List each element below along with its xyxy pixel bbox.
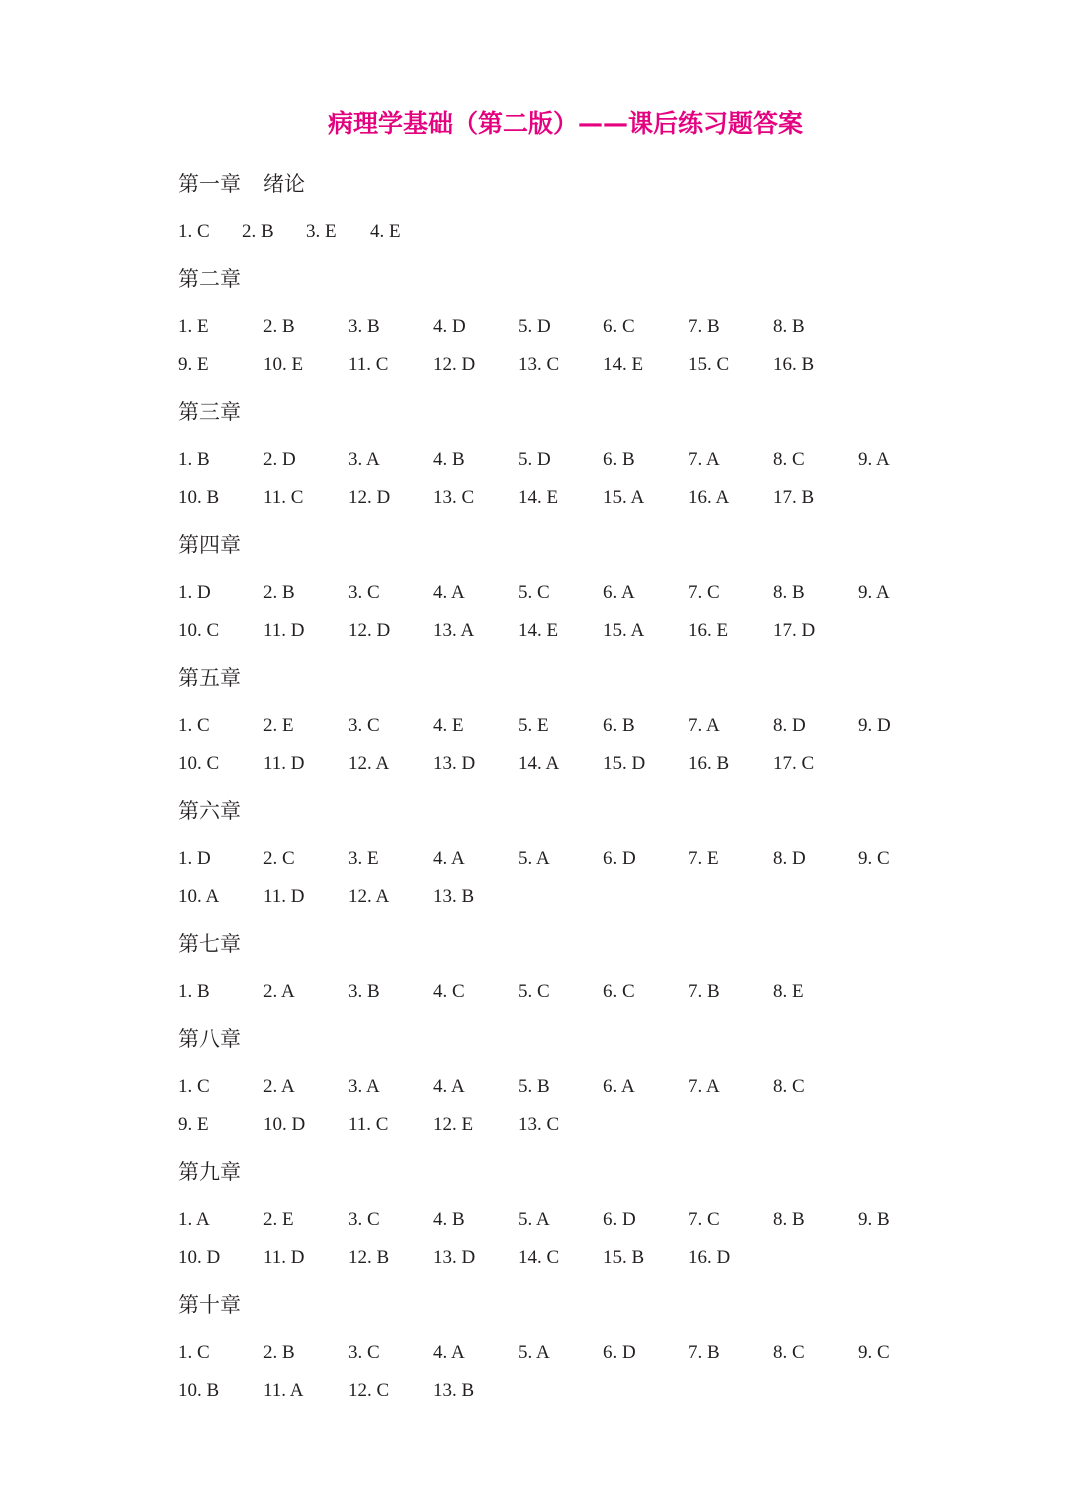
answer-item: 14. E [603, 354, 644, 375]
chapter-name: 绪论 [263, 172, 305, 196]
answer-item: 8. C [773, 1076, 805, 1097]
answer-item: 5. B [518, 1076, 550, 1097]
answer-item: 16. E [688, 620, 729, 641]
answer-item: 10. D [178, 1247, 221, 1268]
answer-item: 8. C [773, 449, 805, 470]
answer-row [178, 1106, 958, 1144]
answer-item: 6. D [603, 848, 636, 869]
chapter-section [178, 1021, 958, 1144]
answer-item: 7. B [688, 316, 720, 337]
chapter-heading [178, 1021, 958, 1057]
answer-item: 12. C [348, 1380, 390, 1401]
answer-row [178, 707, 958, 745]
answer-item: 3. A [348, 449, 380, 470]
answer-item: 14. C [518, 1247, 560, 1268]
answer-item: 6. C [603, 316, 635, 337]
answer-item: 10. B [178, 1380, 220, 1401]
answer-item: 9. C [858, 1342, 890, 1363]
chapter-number: 第八章 [178, 1027, 241, 1051]
answer-item: 2. A [263, 981, 295, 1002]
answer-item: 5. A [518, 1342, 550, 1363]
answer-item: 12. D [348, 620, 391, 641]
answer-item: 4. E [433, 715, 464, 736]
answer-item: 15. B [603, 1247, 645, 1268]
answer-item: 15. D [603, 753, 646, 774]
chapter-heading [178, 394, 958, 430]
answer-item: 2. D [263, 449, 296, 470]
answer-item: 4. A [433, 582, 465, 603]
chapter-number: 第十章 [178, 1293, 241, 1317]
answer-item: 16. A [688, 487, 730, 508]
answer-item: 3. E [306, 221, 337, 242]
answer-item: 17. D [773, 620, 816, 641]
answer-row [178, 574, 958, 612]
answer-item: 9. B [858, 1209, 890, 1230]
answer-item: 8. B [773, 1209, 805, 1230]
answer-item: 3. A [348, 1076, 380, 1097]
answer-item: 11. D [263, 620, 305, 641]
answer-item: 9. E [178, 354, 209, 375]
answer-item: 2. A [263, 1076, 295, 1097]
chapter-heading [178, 527, 958, 563]
answer-item: 12. D [433, 354, 476, 375]
answer-row [178, 878, 958, 916]
answer-item: 1. C [178, 715, 210, 736]
answer-item: 10. A [178, 886, 220, 907]
answer-item: 10. B [178, 487, 220, 508]
answer-item: 2. B [263, 582, 295, 603]
answer-item: 16. B [773, 354, 815, 375]
answer-item: 13. D [433, 1247, 476, 1268]
chapter-number: 第九章 [178, 1160, 241, 1184]
answer-item: 6. D [603, 1342, 636, 1363]
answer-item: 5. C [518, 981, 550, 1002]
answer-item: 15. C [688, 354, 730, 375]
answer-item: 4. B [433, 449, 465, 470]
answer-item: 13. C [518, 1114, 560, 1135]
answer-item: 1. A [178, 1209, 210, 1230]
chapter-number: 第二章 [178, 267, 241, 291]
answer-item: 5. E [518, 715, 549, 736]
chapter-section [178, 166, 958, 251]
answer-item: 7. B [688, 981, 720, 1002]
answer-item: 3. B [348, 316, 380, 337]
answer-item: 3. C [348, 1209, 380, 1230]
answer-item: 2. E [263, 1209, 294, 1230]
answer-item: 6. D [603, 1209, 636, 1230]
answer-item: 7. B [688, 1342, 720, 1363]
answer-item: 9. E [178, 1114, 209, 1135]
answer-item: 1. D [178, 582, 211, 603]
answer-item: 6. A [603, 582, 635, 603]
chapter-heading [178, 660, 958, 696]
chapter-section [178, 261, 958, 384]
answer-row [178, 479, 958, 517]
chapter-number: 第三章 [178, 400, 241, 424]
answer-item: 5. A [518, 1209, 550, 1230]
answer-row [178, 441, 958, 479]
answer-item: 17. B [773, 487, 815, 508]
answer-item: 11. C [348, 354, 389, 375]
chapter-number: 第一章 [178, 172, 241, 196]
answer-item: 13. C [518, 354, 560, 375]
answer-item: 14. A [518, 753, 560, 774]
answer-item: 4. A [433, 1076, 465, 1097]
answer-row [178, 1068, 958, 1106]
answer-item: 12. E [433, 1114, 474, 1135]
answer-row [178, 308, 958, 346]
chapter-heading [178, 1287, 958, 1323]
answer-item: 8. D [773, 715, 806, 736]
chapter-heading [178, 1154, 958, 1190]
chapter-heading [178, 793, 958, 829]
answer-item: 11. D [263, 1247, 305, 1268]
answer-row [178, 612, 958, 650]
answer-item: 4. A [433, 1342, 465, 1363]
answer-item: 10. D [263, 1114, 306, 1135]
answer-item: 4. C [433, 981, 465, 1002]
answer-item: 2. B [263, 316, 295, 337]
chapter-section [178, 793, 958, 916]
answer-item: 3. C [348, 715, 380, 736]
answer-item: 7. C [688, 582, 720, 603]
answer-row [178, 745, 958, 783]
answer-row [178, 840, 958, 878]
answer-item: 6. A [603, 1076, 635, 1097]
answer-item: 10. C [178, 753, 220, 774]
answer-item: 5. D [518, 316, 551, 337]
answer-item: 5. C [518, 582, 550, 603]
answer-item: 9. A [858, 582, 890, 603]
answer-item: 17. C [773, 753, 815, 774]
answer-item: 9. D [858, 715, 891, 736]
answer-item: 8. D [773, 848, 806, 869]
answer-item: 6. B [603, 449, 635, 470]
answer-item: 14. E [518, 620, 559, 641]
chapter-section [178, 527, 958, 650]
chapters-list [178, 166, 958, 1420]
answer-item: 15. A [603, 620, 645, 641]
answer-item: 3. B [348, 981, 380, 1002]
answer-item: 1. B [178, 449, 210, 470]
answer-item: 7. E [688, 848, 719, 869]
answer-item: 2. E [263, 715, 294, 736]
answer-item: 4. B [433, 1209, 465, 1230]
answer-item: 8. C [773, 1342, 805, 1363]
chapter-heading [178, 166, 958, 202]
answer-item: 1. C [178, 1342, 210, 1363]
answer-item: 2. C [263, 848, 295, 869]
answer-item: 4. D [433, 316, 466, 337]
answer-item: 8. B [773, 316, 805, 337]
answer-item: 11. D [263, 886, 305, 907]
answer-item: 5. D [518, 449, 551, 470]
chapter-number: 第六章 [178, 799, 241, 823]
answer-item: 7. A [688, 715, 720, 736]
answer-row [178, 1334, 958, 1372]
answer-item: 1. B [178, 981, 210, 1002]
answer-item: 6. C [603, 981, 635, 1002]
answer-item: 12. A [348, 886, 390, 907]
chapter-heading [178, 261, 958, 297]
chapter-number: 第四章 [178, 533, 241, 557]
answer-item: 11. A [263, 1380, 304, 1401]
answer-item: 5. A [518, 848, 550, 869]
chapter-section [178, 394, 958, 517]
answer-item: 3. C [348, 582, 380, 603]
answer-item: 11. C [263, 487, 304, 508]
answer-item: 3. C [348, 1342, 380, 1363]
answer-item: 11. C [348, 1114, 389, 1135]
answer-item: 8. B [773, 582, 805, 603]
answer-item: 16. B [688, 753, 730, 774]
answer-item: 4. A [433, 848, 465, 869]
answer-item: 13. D [433, 753, 476, 774]
chapter-number: 第七章 [178, 932, 241, 956]
answer-item: 13. A [433, 620, 475, 641]
chapter-section [178, 660, 958, 783]
answer-item: 11. D [263, 753, 305, 774]
answer-item: 15. A [603, 487, 645, 508]
answer-item: 1. D [178, 848, 211, 869]
answer-item: 10. E [263, 354, 304, 375]
chapter-section [178, 926, 958, 1011]
answer-item: 12. B [348, 1247, 390, 1268]
answer-item: 4. E [370, 221, 401, 242]
answer-item: 1. E [178, 316, 209, 337]
answer-item: 1. C [178, 221, 210, 242]
chapter-heading [178, 926, 958, 962]
answer-item: 16. D [688, 1247, 731, 1268]
answer-item: 8. E [773, 981, 804, 1002]
answer-item: 7. C [688, 1209, 720, 1230]
answer-row [178, 213, 958, 251]
answer-item: 13. C [433, 487, 475, 508]
answer-row [178, 973, 958, 1011]
answer-row [178, 1201, 958, 1239]
answer-row [178, 346, 958, 384]
answer-item: 14. E [518, 487, 559, 508]
answer-item: 3. E [348, 848, 379, 869]
answer-item: 12. A [348, 753, 390, 774]
answer-item: 9. A [858, 449, 890, 470]
answer-row [178, 1239, 958, 1277]
answer-item: 13. B [433, 886, 475, 907]
answer-item: 2. B [263, 1342, 295, 1363]
chapter-section [178, 1287, 958, 1410]
answer-row [178, 1372, 958, 1410]
answer-item: 1. C [178, 1076, 210, 1097]
answer-item: 12. D [348, 487, 391, 508]
answer-item: 9. C [858, 848, 890, 869]
answer-item: 7. A [688, 449, 720, 470]
answer-item: 7. A [688, 1076, 720, 1097]
answer-item: 10. C [178, 620, 220, 641]
chapter-section [178, 1154, 958, 1277]
chapter-number: 第五章 [178, 666, 241, 690]
page-title: 病理学基础（第二版）——课后练习题答案 [327, 109, 803, 138]
answer-item: 6. B [603, 715, 635, 736]
answer-item: 2. B [242, 221, 274, 242]
answer-item: 13. B [433, 1380, 475, 1401]
